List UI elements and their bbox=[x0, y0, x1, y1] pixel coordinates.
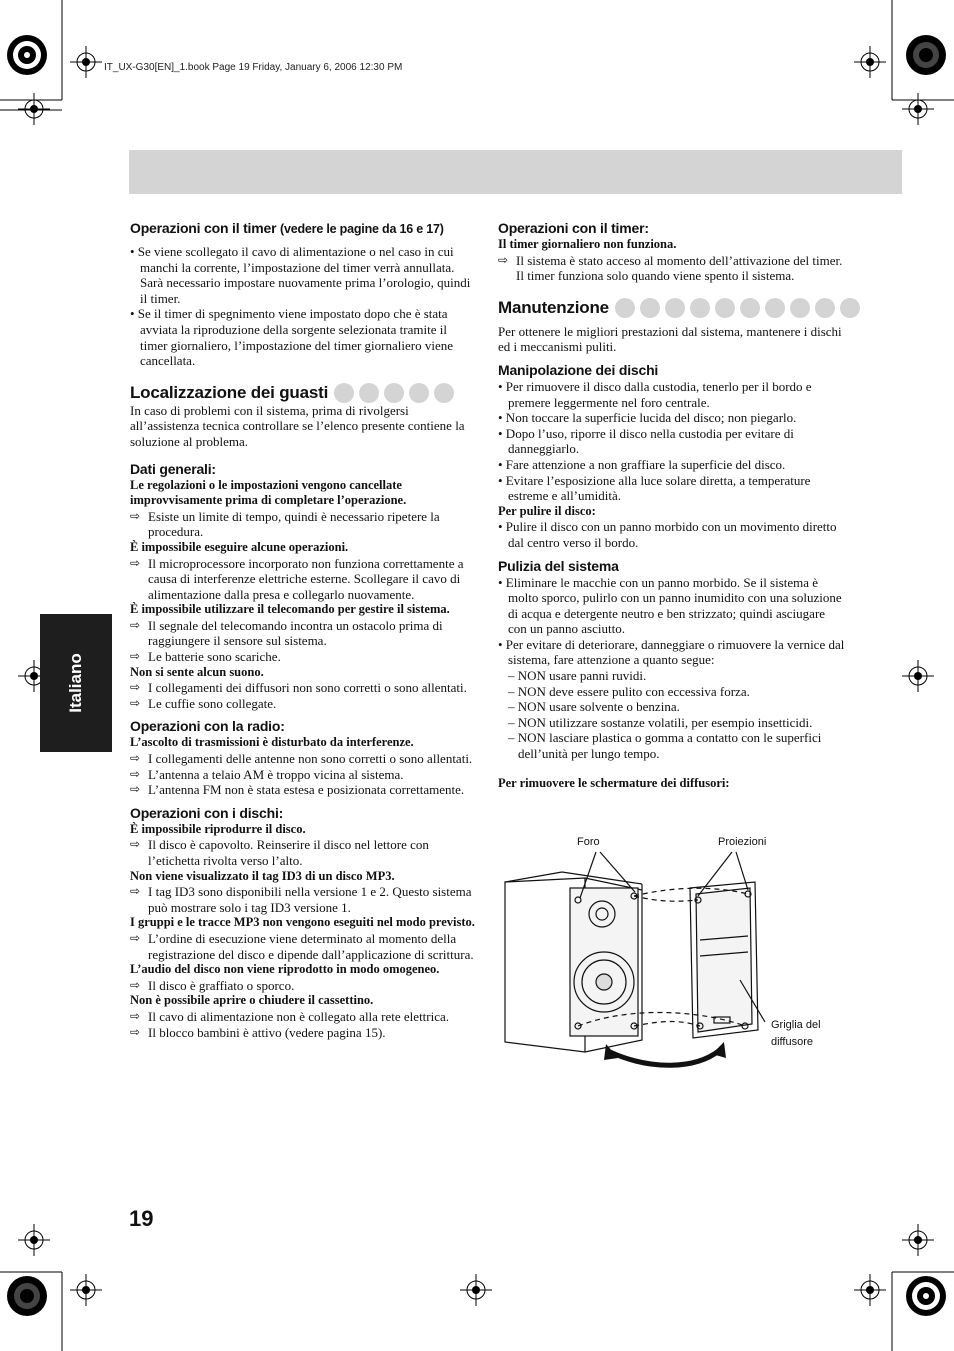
timer-question: Il timer giornaliero non funziona. bbox=[498, 237, 677, 251]
speaker-grille-figure bbox=[500, 830, 840, 1075]
faq-answer: ⇨ Il segnale del telecomando incontra un ostacolo prima di raggiungere il sensore sul sistema. bbox=[130, 618, 475, 649]
clean-disc-label: Per pulire il disco: bbox=[498, 503, 596, 518]
grille-caption: Per rimuovere le schermature dei diffusori: bbox=[498, 775, 730, 790]
faq-answer: ⇨ Il cavo di alimentazione non è collegato alla rete elettrica. bbox=[130, 1009, 475, 1025]
label-grille-1: Griglia del bbox=[771, 1019, 821, 1031]
disc-bullet: • Fare attenzione a non graffiare la superficie del disco. bbox=[498, 456, 786, 472]
header-band bbox=[129, 150, 902, 194]
system-dash: – NON utilizzare sostanze volatili, per esempio insetticidi. bbox=[508, 714, 813, 730]
faq-answer: ⇨ L’ordine di esecuzione viene determinato al momento della registrazione del disco e dipende dall’applicazione di scrittura. bbox=[130, 931, 475, 962]
disc-ops-heading: Operazioni con i dischi: bbox=[130, 804, 284, 821]
timer-bullet-1: • Se viene scollegato il cavo di alimentazione o nel caso in cui manchi la corrente, l’impostazione del timer verrà annullata. Sarà necessario impostare nuovamente prima l’orologio, quindi il timer. bbox=[130, 244, 471, 306]
troubleshooting-intro: In caso di problemi con il sistema, prima di rivolgersi all’assistenza tecnica controllare se l’elenco presente contiene la soluzione al problema. bbox=[130, 402, 465, 449]
faq-answer: ⇨ L’antenna a telaio AM è troppo vicina al sistema. bbox=[130, 767, 475, 783]
faq-answer: ⇨ L’antenna FM non è stata estesa e posizionata correttamente. bbox=[130, 782, 475, 798]
system-dash: – NON usare solvente o benzina. bbox=[508, 699, 680, 715]
disc-bullet: • Dopo l’uso, riporre il disco nella custodia per evitare di danneggiarlo. bbox=[498, 425, 794, 457]
language-label: Italiano bbox=[66, 653, 85, 713]
faq-question: Non viene visualizzato il tag ID3 di un disco MP3. bbox=[130, 868, 395, 883]
general-heading: Dati generali: bbox=[130, 460, 216, 477]
system-bullet: • Eliminare le macchie con un panno morbido. Se il sistema è molto sporco, pulirlo con un panno inumidito con una soluzione di acqua e detergente neutro e ben strizzato; quindi asciugare con un panno asciutto. bbox=[498, 574, 842, 637]
faq-question: L’ascolto di trasmissioni è disturbato da interferenze. bbox=[130, 735, 414, 750]
decorative-dots bbox=[334, 383, 454, 403]
faq-answer: ⇨ Il disco è graffiato o sporco. bbox=[130, 978, 475, 994]
faq-answer: ⇨ Le batterie sono scariche. bbox=[130, 649, 475, 665]
timer-heading: Operazioni con il timer (vedere le pagine da 16 e 17) bbox=[130, 220, 444, 236]
faq-question: Le regolazioni o le impostazioni vengono cancellate improvvisamente prima di completare l’operazione. bbox=[130, 477, 407, 508]
left-column bbox=[130, 219, 475, 1040]
system-dash: – NON usare panni ruvidi. bbox=[508, 668, 647, 684]
faq-question: L’audio del disco non viene riprodotto in modo omogeneo. bbox=[130, 962, 440, 977]
faq-question: I gruppi e le tracce MP3 non vengono eseguiti nel modo previsto. bbox=[130, 915, 475, 930]
decorative-dots bbox=[615, 298, 860, 318]
faq-question: È impossibile utilizzare il telecomando per gestire il sistema. bbox=[130, 602, 450, 617]
faq-answer: ⇨ Le cuffie sono collegate. bbox=[130, 696, 475, 712]
label-hole: Foro bbox=[577, 836, 600, 848]
faq-answer: ⇨ I tag ID3 sono disponibili nella versione 1 e 2. Questo sistema può mostrare solo i tag ID3 versione 1. bbox=[130, 884, 475, 915]
radio-faq bbox=[130, 735, 475, 797]
general-faq bbox=[130, 478, 475, 712]
page-number: 19 bbox=[129, 1206, 154, 1231]
faq-question: È impossibile eseguire alcune operazioni. bbox=[130, 539, 349, 554]
label-projections: Proiezioni bbox=[718, 836, 767, 848]
maintenance-title: Manutenzione bbox=[498, 297, 609, 317]
disc-bullet: • Evitare l’esposizione alla luce solare diretta, a temperature estreme e all’umidità. bbox=[498, 472, 811, 504]
system-bullet: • Per evitare di deteriorare, danneggiare o rimuovere la vernice dal sistema, fare attenzione a quanto segue: bbox=[498, 636, 845, 668]
system-cleaning-heading: Pulizia del sistema bbox=[498, 557, 619, 574]
faq-answer: ⇨ Esiste un limite di tempo, quindi è necessario ripetere la procedura. bbox=[130, 509, 475, 540]
faq-question: È impossibile riprodurre il disco. bbox=[130, 821, 306, 836]
disc-bullet: • Non toccare la superficie lucida del disco; non piegarlo. bbox=[498, 410, 797, 426]
maintenance-intro: Per ottenere le migliori prestazioni dal sistema, mantenere i dischi ed i meccanismi puliti. bbox=[498, 323, 842, 355]
faq-answer: ⇨ I collegamenti delle antenne non sono corretti o sono allentati. bbox=[130, 751, 475, 767]
timer-bullet-2: • Se il timer di spegnimento viene impostato dopo che è stata avviata la riproduzione della sorgente selezionata tramite il timer giornaliero, l’impostazione del timer giornaliero viene cancellata. bbox=[130, 306, 453, 369]
disc-faq bbox=[130, 822, 475, 1040]
faq-answer: ⇨ Il microprocessore incorporato non funziona correttamente a causa di interferenze elettriche esterne. Scollegare il cavo di alimentazione dalla presa e collegarlo nuovamente. bbox=[130, 556, 475, 603]
system-dash: – NON lasciare plastica o gomma a contatto con le superfici dell’unità per lungo tempo. bbox=[508, 730, 822, 762]
system-dash: – NON deve essere pulito con eccessiva forza. bbox=[508, 683, 750, 699]
faq-answer: ⇨ Il blocco bambini è attivo (vedere pagina 15). bbox=[130, 1025, 475, 1041]
faq-answer: ⇨ Il disco è capovolto. Reinserire il disco nel lettore con l’etichetta rivolta verso l’alto. bbox=[130, 837, 475, 868]
radio-heading: Operazioni con la radio: bbox=[130, 718, 285, 735]
label-grille-2: diffusore bbox=[771, 1036, 813, 1048]
faq-answer: ⇨ I collegamenti dei diffusori non sono corretti o sono allentati. bbox=[130, 680, 475, 696]
troubleshooting-title-row bbox=[130, 383, 475, 403]
timer-answer: ⇨ Il sistema è stato acceso al momento dell’attivazione del timer. Il timer funziona solo quando viene spento il sistema. bbox=[498, 253, 846, 284]
faq-question: Non si sente alcun suono. bbox=[130, 664, 264, 679]
right-column bbox=[498, 219, 846, 791]
disc-handling-heading: Manipolazione dei dischi bbox=[498, 361, 659, 378]
file-header-line: IT_UX-G30[EN]_1.book Page 19 Friday, January 6, 2006 12:30 PM bbox=[104, 62, 403, 73]
troubleshooting-title: Localizzazione dei guasti bbox=[130, 382, 329, 402]
maintenance-title-row bbox=[498, 298, 846, 318]
timer-ops-heading: Operazioni con il timer: bbox=[498, 220, 649, 236]
clean-disc-bullet: • Pulire il disco con un panno morbido con un movimento diretto dal centro verso il bordo. bbox=[498, 519, 837, 550]
faq-question: Non è possibile aprire o chiudere il cassettino. bbox=[130, 993, 374, 1008]
disc-bullet: • Per rimuovere il disco dalla custodia, tenerlo per il bordo e premere leggermente nel foro centrale. bbox=[498, 378, 812, 410]
language-side-tab bbox=[40, 614, 112, 752]
